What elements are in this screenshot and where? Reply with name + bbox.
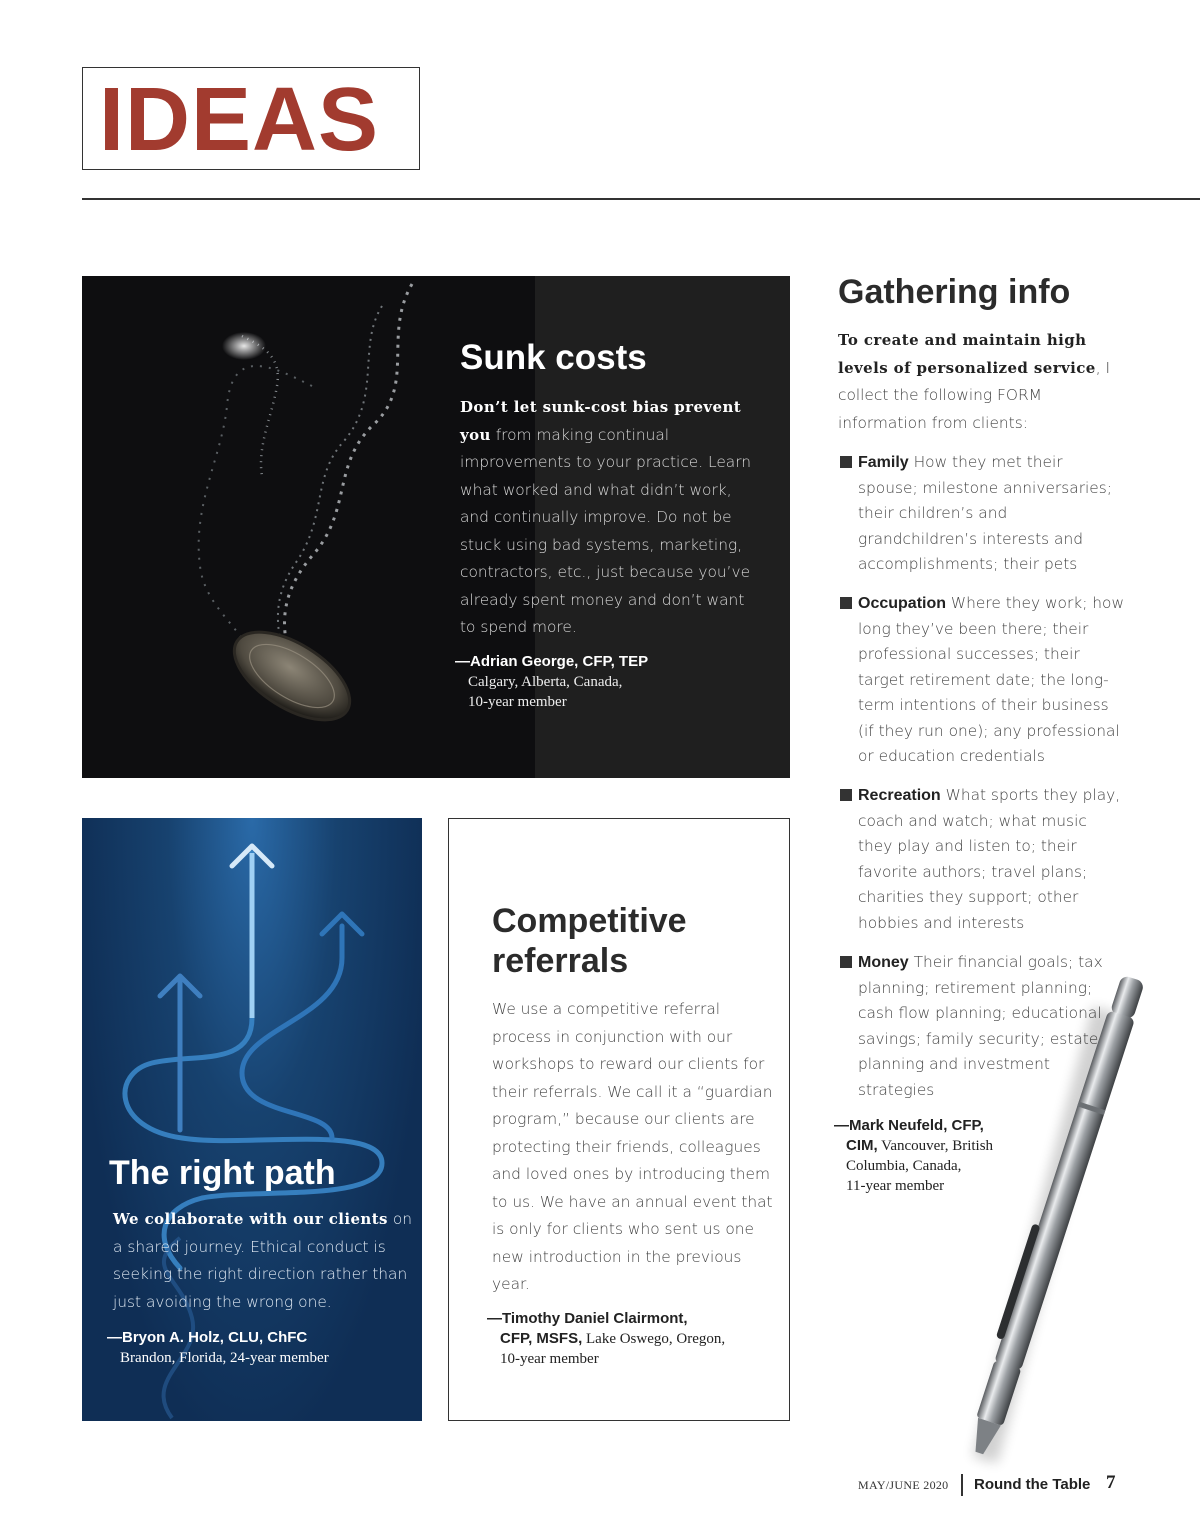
header-divider: [82, 198, 1200, 200]
list-item-term: Recreation: [858, 787, 941, 804]
title-line-1: Competitive: [492, 902, 687, 940]
section-title: IDEAS: [99, 70, 380, 170]
list-item-term: Family: [858, 454, 909, 471]
list-item-text: Their financial goals; tax planning; retirement planning; cash flow planning; educational savings; family security; estate planning and investment strategies: [858, 953, 1103, 1099]
attribution-credentials: CIM,: [846, 1137, 878, 1154]
attribution-credentials: CFP, MSFS,: [500, 1330, 583, 1347]
right-path-panel: [82, 818, 422, 1421]
attribution-location: Lake Oswego, Oregon,: [582, 1331, 726, 1347]
gathering-info-lead: To create and maintain high levels of personalized service: [838, 331, 1096, 377]
list-item-family: [840, 450, 1125, 578]
attribution-line-2: [487, 1329, 787, 1349]
right-path-text: on a shared journey. Ethical conduct is seeking the right direction rather than just avoiding the wrong one.: [113, 1210, 412, 1311]
list-item-recreation: [840, 783, 1125, 936]
gathering-info-intro: [838, 327, 1128, 437]
competitive-referrals-attribution: [487, 1309, 787, 1369]
attribution-membership: 10-year member: [468, 694, 567, 710]
attribution-location-2: Columbia, Canada,: [846, 1158, 962, 1174]
footer-divider: [961, 1474, 963, 1496]
footer-issue-date: MAY/JUNE 2020: [858, 1478, 949, 1492]
sunk-costs-title: Sunk costs: [460, 338, 647, 377]
competitive-referrals-body: We use a competitive referral process in conjunction with our workshops to reward our clients for their referrals. We call it a “guardian program,” because our clients are protecting their friends, colleagues and loved ones by introducing them to us. We have an annual event that is only for clients who sent us one new introduction in the previous year.: [492, 1000, 773, 1293]
square-bullet-icon: [840, 597, 852, 609]
section-header-box: [82, 67, 420, 170]
footer-magazine-name: Round the Table: [974, 1476, 1091, 1493]
attribution-location: Calgary, Alberta, Canada,: [468, 674, 623, 690]
list-item-text: Where they work; how long they’ve been there; their professional successes; their target retirement date; the long-term intentions of their business (if they run one); any professional or education credentials: [858, 594, 1125, 765]
list-item-text: How they met their spouse; milestone anniversaries; their children’s and grandchildren’s interests and accomplishments; their pets: [858, 453, 1112, 573]
list-item-term: Money: [858, 954, 909, 971]
right-path-attribution: [107, 1328, 417, 1368]
square-bullet-icon: [840, 789, 852, 801]
list-item-occupation: [840, 591, 1125, 770]
list-item-term: Occupation: [858, 595, 947, 612]
footer-page-number: 7: [1106, 1472, 1116, 1493]
falling-coin-illustration: [82, 276, 462, 778]
attribution-membership: 11-year member: [846, 1178, 945, 1194]
right-path-body: [113, 1206, 413, 1316]
sunk-costs-attribution: [455, 652, 755, 712]
gathering-info-title: Gathering info: [838, 273, 1071, 311]
right-path-lead: We collaborate with our clients: [113, 1210, 388, 1228]
sunk-costs-lead: Don’t let sunk-cost bias prevent you: [460, 398, 742, 444]
attribution-name: —Mark Neufeld, CFP,: [834, 1117, 984, 1134]
sunk-costs-panel: [82, 276, 790, 778]
pen-illustration: [925, 960, 1185, 1480]
right-path-title: The right path: [109, 1154, 336, 1192]
competitive-referrals-title: [492, 901, 687, 981]
attribution-location: Vancouver, British: [877, 1138, 994, 1154]
attribution-location: Brandon, Florida, 24-year member: [120, 1350, 329, 1366]
list-item-text: What sports they play, coach and watch; what music they play and listen to; their favorite authors; travel plans; charities they support; other hobbies and interests: [858, 786, 1121, 932]
attribution-name: —Adrian George, CFP, TEP: [455, 653, 649, 670]
attribution-name: —Bryon A. Holz, CLU, ChFC: [107, 1329, 308, 1346]
title-line-2: referrals: [492, 942, 629, 980]
attribution-membership: 10-year member: [500, 1351, 599, 1367]
sunk-costs-body: [460, 394, 760, 642]
competitive-referrals-box: [448, 818, 790, 1421]
square-bullet-icon: [840, 456, 852, 468]
square-bullet-icon: [840, 956, 852, 968]
gathering-info-intro-text: , I collect the following FORM information from clients:: [838, 358, 1111, 432]
attribution-name: —Timothy Daniel Clairmont,: [487, 1310, 688, 1327]
sunk-costs-text: from making continual improvements to your practice. Learn what worked and what didn’t work, and continually improve. Do not be stuck using bad systems, marketing, contractors, etc., just because you’ve already spent money and don’t want to spend more.: [460, 425, 752, 636]
